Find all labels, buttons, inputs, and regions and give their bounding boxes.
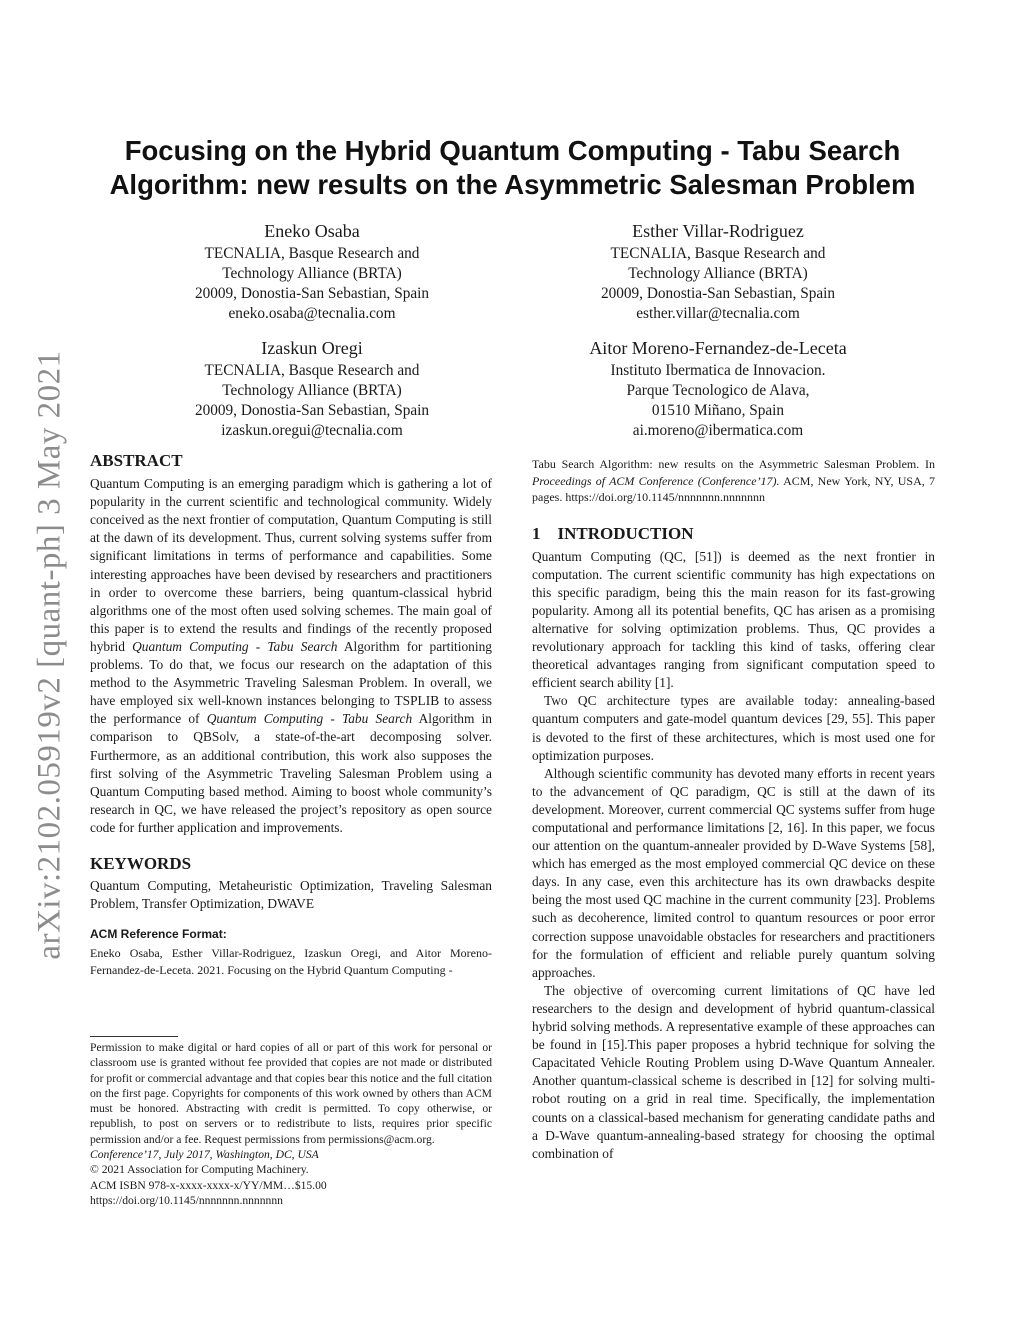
doi-line: https://doi.org/10.1145/nnnnnnn.nnnnnnn [90, 1193, 283, 1207]
abstract-text-part: Algorithm in comparison to QBSolv, a state-of-the-art decomposing solver. Furthermore, as an additional contribution, this work also supposes the first solving of the Asymmetric Traveling Salesman Problem using a Quantum Computing based method. Aiming to boost whole community’s research in QC, we have released the project’s repository as open source code for further application and improvements. [90, 711, 492, 835]
intro-paragraph: Two QC architecture types are available today: annealing-based quantum computers and gate-model quantum devices [29, 55]. This paper is devoted to the first of these architectures, which is most used one for optimization purposes. [532, 693, 935, 763]
acm-reference-part: ACM, New York, NY, USA, 7 pages. https://doi.org/10.1145/nnnnnnn.nnnnnnn [532, 473, 935, 504]
author-affiliation: TECNALIA, Basque Research and [204, 362, 420, 379]
acm-reference-emphasis: Proceedings of ACM Conference (Conference’17). [532, 473, 780, 488]
author-email: esther.villar@tecnalia.com [636, 305, 800, 322]
author-block [102, 336, 522, 441]
author-affiliation: Instituto Ibermatica de Innovacion. [610, 362, 826, 379]
author-affiliation: 01510 Miñano, Spain [651, 402, 785, 419]
title-line-2: Algorithm: new results on the Asymmetric Salesman Problem [109, 169, 916, 200]
introduction-heading: 1 INTRODUCTION [532, 523, 694, 543]
copyright-line: © 2021 Association for Computing Machinery. [90, 1163, 309, 1177]
abstract-emphasis: Quantum Computing - Tabu Search [132, 638, 338, 654]
acm-reference-text: Eneko Osaba, Esther Villar-Rodriguez, Izaskun Oregi, and Aitor Moreno-Fernandez-de-Leceta. 2021. Focusing on the Hybrid Quantum Computing - [90, 946, 492, 977]
title-line-1: Focusing on the Hybrid Quantum Computing - Tabu Search [124, 135, 901, 166]
acm-reference-heading: ACM Reference Format: [90, 927, 227, 942]
isbn-line: ACM ISBN 978-x-xxxx-xxxx-x/YY/MM…$15.00 [90, 1178, 327, 1192]
left-column [90, 452, 492, 978]
abstract-heading: ABSTRACT [90, 451, 183, 470]
author-name: Esther Villar-Rodriguez [632, 221, 804, 241]
author-block [508, 219, 928, 324]
author-affiliation: 20009, Donostia-San Sebastian, Spain [194, 285, 430, 302]
arxiv-stamp-text: arXiv:2102.05919v2 [quant-ph] 3 May 2021 [31, 350, 68, 960]
abstract-text [90, 475, 492, 837]
intro-paragraph: Quantum Computing (QC, [51]) is deemed as the next frontier in computation. The current scientific community has high expectations on this specific paradigm, being this the main reason for its fast-growing popularity. Among all its potential benefits, QC has arisen as a promising alternative for solving optimization problems. Thus, QC provides a revolutionary approach for tackling this kind of tasks, offering clear theoretical advantages ranging from significant computation speed to efficient search ability [1]. [532, 548, 935, 691]
intro-paragraph: Although scientific community has devoted many efforts in recent years to the advancement of QC paradigm, QC is still at the dawn of its development. Moreover, current commercial QC systems suffer from huge computational and performance limitations [2, 16]. In this paper, we focus our attention on the quantum-annealer provided by D-Wave Systems [58], which has emerged as the most employed commercial QC device on these days. In any case, even this architecture has its own drawbacks despite being the most used QC machine in the current community [23]. Problems such as decoherence, limited control to quantum resources or poor error correction suppose unavoidable obstacles for researchers and practitioners for the formulation of efficient and reliable purely quantum solving approaches. [532, 765, 935, 980]
author-email: ai.moreno@ibermatica.com [632, 422, 804, 439]
permission-text: Permission to make digital or hard copies of all or part of this work for personal or classroom use is granted without fee provided that copies are not made or distributed for profit or commercial advantage and that copies bear this notice and the full citation on the first page. Copyrights for components of this work owned by others than ACM must be honored. Abstracting with credit is permitted. To copy otherwise, or republish, to post on servers or to redistribute to lists, requires prior specific permission and/or a fee. Request permissions from permissions@acm.org. [90, 1041, 492, 1146]
author-affiliation: Technology Alliance (BRTA) [222, 265, 402, 282]
conference-info: Conference’17, July 2017, Washington, DC, USA [90, 1148, 319, 1162]
author-email: eneko.osaba@tecnalia.com [228, 305, 396, 322]
acm-reference-continued [532, 456, 935, 506]
author-name: Izaskun Oregi [261, 338, 363, 358]
author-name: Eneko Osaba [264, 221, 360, 241]
keywords-heading: KEYWORDS [90, 853, 192, 873]
author-affiliation: Parque Tecnologico de Alava, [626, 382, 810, 399]
author-affiliation: Technology Alliance (BRTA) [222, 382, 402, 399]
author-affiliation: TECNALIA, Basque Research and [610, 245, 826, 262]
author-affiliation: 20009, Donostia-San Sebastian, Spain [194, 402, 430, 419]
permission-block [90, 1040, 492, 1208]
paper-title [95, 134, 930, 202]
author-email: izaskun.oregui@tecnalia.com [221, 422, 403, 439]
author-affiliation: TECNALIA, Basque Research and [204, 245, 420, 262]
author-block [508, 336, 928, 441]
intro-paragraph: The objective of overcoming current limitations of QC have led researchers to the design and development of hybrid quantum-classical hybrid solving methods. A representative example of these approaches can be found in [15].This paper proposes a hybrid technique for solving the Capacitated Vehicle Routing Problem using D-Wave Quantum Annealer. Another quantum-classical scheme is described in [12] for solving multi-robot routing on a grid in real time. Specifically, the implementation counts on a classical-based mechanism for generating candidate paths and a D-Wave quantum-annealing-based strategy for choosing the optimal combination of [532, 982, 935, 1161]
author-block [102, 219, 522, 324]
author-name: Aitor Moreno-Fernandez-de-Leceta [589, 338, 847, 358]
keywords-text: Quantum Computing, Metaheuristic Optimization, Traveling Salesman Problem, Transfer Optimization, DWAVE [90, 878, 492, 912]
arxiv-stamp [20, 345, 80, 965]
right-column [532, 456, 935, 1163]
author-affiliation: Technology Alliance (BRTA) [628, 265, 808, 282]
abstract-emphasis: Quantum Computing - Tabu Search [206, 711, 413, 727]
footnote-rule [90, 1036, 178, 1037]
author-affiliation: 20009, Donostia-San Sebastian, Spain [600, 285, 836, 302]
acm-reference-part: Tabu Search Algorithm: new results on the Asymmetric Salesman Problem. In [532, 457, 935, 471]
abstract-text-part: Algorithm for partitioning problems. To do that, we focus our research on the adaptation of this method to the Asymmetric Traveling Salesman Problem. In overall, we have employed six well-known instances belonging to TSPLIB to assess the performance of [90, 638, 492, 727]
abstract-text-part: Quantum Computing is an emerging paradigm which is gathering a lot of popularity in the current scientific and technological community. Widely conceived as the next frontier of computation, Quantum Computing is still at the dawn of its development. Thus, current solving systems suffer from significant limitations in terms of performance and capabilities. Some interesting approaches have been devised by researchers and practitioners in order to overcome these barriers, being quantum-classical hybrid algorithms one of the most often used solving schemes. The main goal of this paper is to extend the results and findings of the recently proposed hybrid [90, 476, 492, 654]
